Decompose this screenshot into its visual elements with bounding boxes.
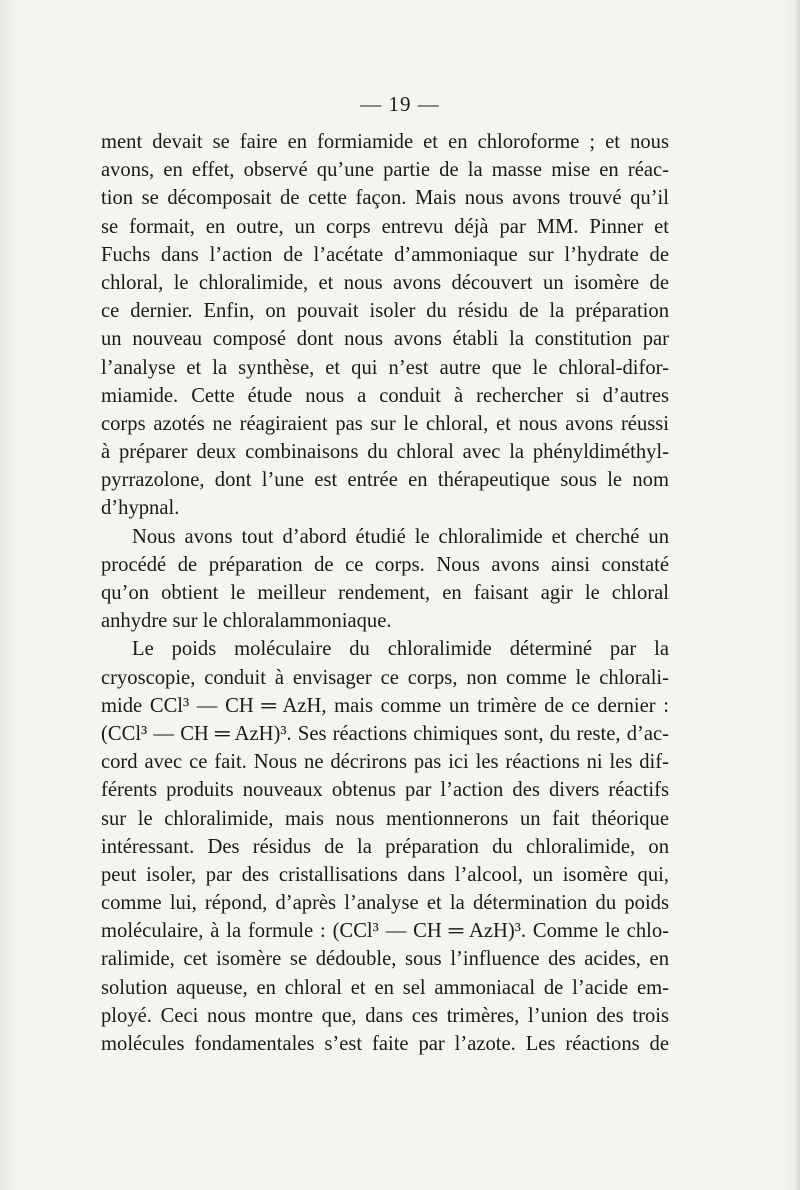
text-line: Le poids moléculaire du chloralimide déterminé par la	[132, 638, 669, 661]
text-line: anhydre sur le chloralammoniaque.	[101, 610, 392, 633]
text-line: intéressant. Des résidus de la préparation du chloralimide, on	[101, 835, 669, 858]
text-line: ment devait se faire en formiamide et en chloroforme ; et nous	[101, 131, 669, 153]
text-line: solution aqueuse, en chloral et en sel ammoniacal de l’acide em-	[101, 976, 669, 999]
text-line: peut isoler, par des cristallisations dans l’alcool, un isomère qui,	[101, 863, 669, 886]
text-line: ralimide, cet isomère se dédouble, sous l’influence des acides, en	[101, 948, 669, 971]
page-edge-shadow	[794, 0, 800, 1190]
text-line: sur le chloralimide, mais nous mentionnerons un fait théorique	[101, 807, 669, 830]
text-line: qu’on obtient le meilleur rendement, en faisant agir le chloral	[101, 582, 669, 604]
text-line: d’hypnal.	[101, 497, 180, 520]
text-line: l’analyse et la synthèse, et qui n’est autre que le chloral-difor-	[101, 356, 669, 379]
text-line: (CCl³ — CH ═ AzH)³. Ses réactions chimiques sont, du reste, d’ac-	[101, 722, 669, 745]
text-line: pyrrazolone, dont l’une est entrée en thérapeutique sous le nom	[101, 469, 669, 492]
text-line: miamide. Cette étude nous a conduit à rechercher si d’autres	[101, 384, 669, 407]
text-line: férents produits nouveaux obtenus par l’action des divers réactifs	[101, 779, 669, 802]
text-line: cord avec ce fait. Nous ne décrirons pas ici les réactions ni les dif-	[101, 751, 669, 774]
text-line: à préparer deux combinaisons du chloral avec la phényldiméthyl-	[101, 441, 669, 464]
text-line: comme lui, répond, d’après l’analyse et la détermination du poids	[101, 892, 669, 915]
text-line: ployé. Ceci nous montre que, dans ces trimères, l’union des trois	[101, 1004, 669, 1027]
text-line: un nouveau composé dont nous avons établi la constitution par	[101, 328, 669, 351]
text-line: tion se décomposait de cette façon. Mais nous avons trouvé qu’il	[101, 187, 669, 210]
page-number: — 19 —	[360, 92, 440, 116]
text-line: Nous avons tout d’abord étudié le chloralimide et cherché un	[132, 525, 669, 548]
text-line: mide CCl³ — CH ═ AzH, mais comme un trimère de ce dernier :	[101, 694, 669, 717]
text-line: corps azotés ne réagiraient pas sur le chloral, et nous avons réussi	[101, 412, 669, 435]
text-line: avons, en effet, observé qu’une partie de la masse mise en réac-	[101, 159, 669, 182]
body-text	[101, 128, 669, 1058]
text-line: ce dernier. Enfin, on pouvait isoler du résidu de la préparation	[101, 300, 669, 323]
text-line: molécules fondamentales s’est faite par l’azote. Les réactions de	[101, 1033, 669, 1055]
text-line: procédé de préparation de ce corps. Nous avons ainsi constaté	[101, 553, 669, 576]
text-line: cryoscopie, conduit à envisager ce corps, non comme le chlorali-	[101, 666, 669, 689]
text-line: chloral, le chloralimide, et nous avons découvert un isomère de	[101, 271, 669, 294]
text-line: Fuchs dans l’action de l’acétate d’ammoniaque sur l’hydrate de	[101, 243, 669, 266]
text-line: moléculaire, à la formule : (CCl³ — CH ═ AzH)³. Comme le chlo-	[101, 920, 669, 943]
text-line: se formait, en outre, un corps entrevu déjà par MM. Pinner et	[101, 215, 669, 238]
